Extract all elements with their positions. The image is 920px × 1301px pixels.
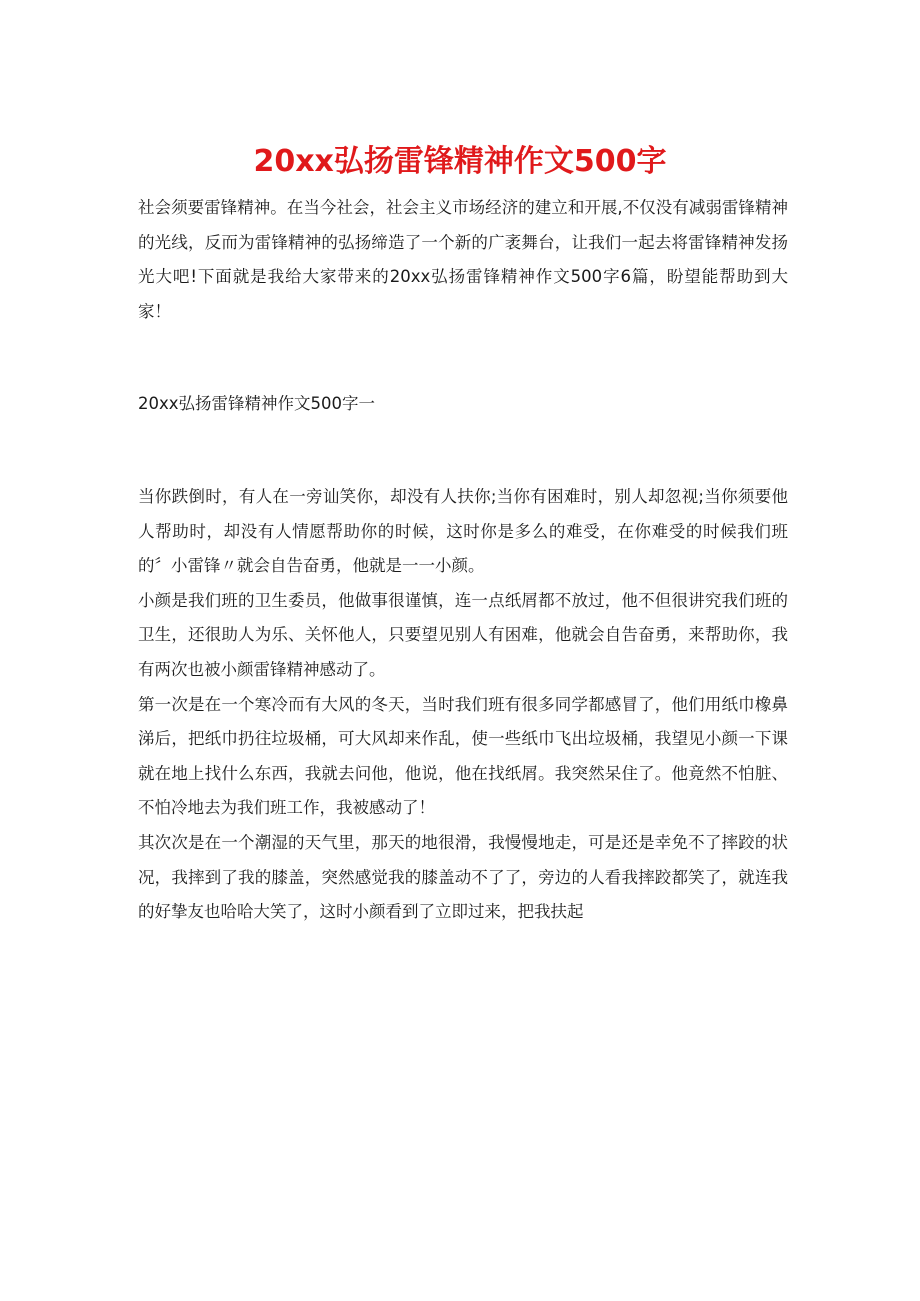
body-paragraph: 当你跌倒时，有人在一旁讪笑你，却没有人扶你;当你有困难时，别人却忽视;当你须要他人帮助时，却没有人情愿帮助你的时候，这时你是多么的难受，在你难受的时候我们班的〞小雷锋〃就会自告奋勇，他就是一一小颜。 xyxy=(138,486,788,576)
section-heading: 20xx弘扬雷锋精神作文500字一 xyxy=(138,394,376,414)
body-paragraph: 其次次是在一个潮湿的天气里，那天的地很滑，我慢慢地走，可是还是幸免不了摔跤的状况，我摔到了我的膝盖，突然感觉我的膝盖动不了了，旁边的人看我摔跤都笑了，就连我的好挚友也哈哈大笑了，这时小颜看到了立即过来，把我扶起 xyxy=(138,832,788,922)
body-paragraph: 小颜是我们班的卫生委员，他做事很谨慎，连一点纸屑都不放过，他不但很讲究我们班的卫生，还很助人为乐、关怀他人，只要望见别人有困难，他就会自告奋勇，来帮助你，我有两次也被小颜雷锋精神感动了。 xyxy=(138,590,788,679)
document-title: 20xx弘扬雷锋精神作文500字 xyxy=(253,144,667,179)
body-paragraph: 第一次是在一个寒冷而有大风的冬天，当时我们班有很多同学都感冒了，他们用纸巾橡鼻涕后，把纸巾扔往垃圾桶，可大风却来作乱，使一些纸巾飞出垃圾桶，我望见小颜一下课就在地上找什么东西，我就去问他，他说，他在找纸屑。我突然呆住了。他竟然不怕脏、不怕冷地去为我们班工作，我被感动了！ xyxy=(138,694,788,818)
document-body xyxy=(138,191,788,930)
intro-paragraph: 社会须要雷锋精神。在当今社会，社会主义市场经济的建立和开展,不仅没有减弱雷锋精神的光线，反而为雷锋精神的弘扬缔造了一个新的广袤舞台，让我们一起去将雷锋精神发扬光大吧!下面就是我给大家带来的20xx弘扬雷锋精神作文500字6篇，盼望能帮助到大家！ xyxy=(138,198,788,321)
